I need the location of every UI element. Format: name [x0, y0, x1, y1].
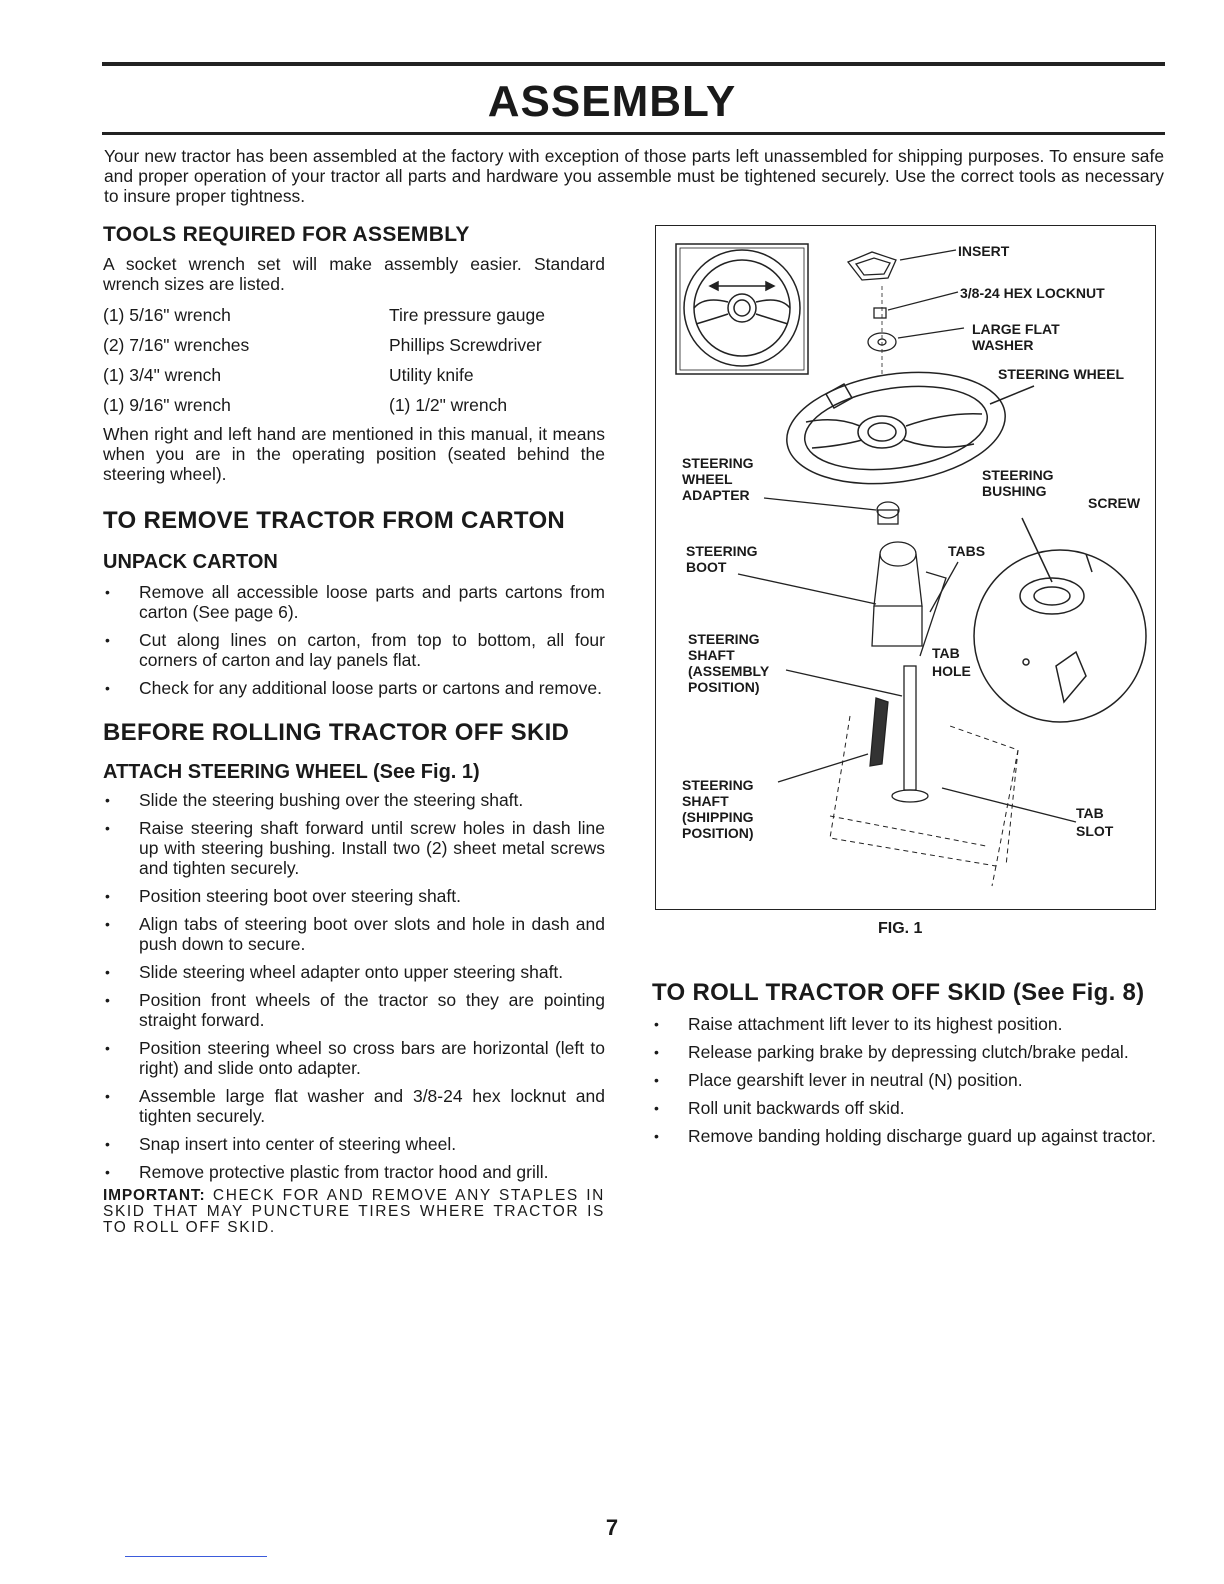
label-shaft-shipping: SHAFT [682, 793, 729, 809]
table-row [103, 360, 603, 390]
shaft-part [778, 666, 1076, 822]
steering-assembly-diagram [656, 226, 1154, 908]
right-column [652, 978, 1164, 1154]
list-item: • Check for any additional loose parts or cartons and remove. [105, 678, 603, 698]
left-column [103, 222, 605, 1236]
page-number: 7 [605, 1515, 619, 1540]
label-bushing: STEERING [982, 467, 1054, 483]
list-item: • Remove protective plastic from tractor hood and grill. [105, 1162, 549, 1182]
list-item: • Cut along lines on carton, from top to bottom, all four corners of carton and lay panels flat. [105, 630, 605, 670]
label-shaft-shipping: (SHIPPING [682, 809, 754, 825]
locknut-part [874, 292, 958, 318]
label-shaft-shipping: STEERING [682, 777, 754, 793]
label-shaft-assembly: SHAFT [688, 647, 735, 663]
list-item: • Snap insert into center of steering wheel. [105, 1134, 457, 1154]
label-tab-hole: TAB [932, 645, 960, 661]
list-item: • Release parking brake by depressing clutch/brake pedal. [654, 1042, 1129, 1062]
tools-intro: A socket wrench set will make assembly easier. Standard wrench sizes are listed. [103, 254, 605, 294]
page-title: ASSEMBLY [487, 77, 737, 126]
label-locknut: 3/8-24 HEX LOCKNUT [960, 285, 1105, 301]
attach-list [103, 790, 605, 1182]
label-washer: LARGE FLAT [972, 321, 1060, 337]
table-row [103, 330, 603, 360]
table-row [103, 390, 603, 420]
label-tab-slot: SLOT [1076, 823, 1114, 839]
roll-heading: TO ROLL TRACTOR OFF SKID (See Fig. 8) [652, 979, 1145, 1006]
attach-subheading: ATTACH STEERING WHEEL (See Fig. 1) [103, 761, 480, 783]
important-note [103, 1188, 605, 1236]
top-rule [102, 62, 1165, 66]
list-item: • Position steering boot over steering shaft. [105, 886, 461, 906]
label-insert: INSERT [958, 243, 1010, 259]
list-item: • Slide steering wheel adapter onto upper steering shaft. [105, 962, 564, 982]
tool-cell: Utility knife [389, 364, 474, 385]
dash-detail-circle [974, 518, 1146, 722]
title-rule [102, 132, 1165, 135]
label-tabs: TABS [948, 543, 986, 559]
tool-cell: (1) 3/4" wrench [103, 364, 222, 385]
label-shaft-assembly: (ASSEMBLY [688, 663, 770, 679]
list-item: • Align tabs of steering boot over slots and hole in dash and push down to secure. [105, 914, 605, 954]
list-item: • Remove all accessible loose parts and parts cartons from carton (See page 6). [105, 582, 605, 622]
important-label: IMPORTANT: [103, 1187, 206, 1204]
list-item: • Position steering wheel so cross bars are horizontal (left to right) and slide onto adapter. [105, 1038, 605, 1078]
table-row [103, 300, 603, 330]
figure-1-frame [655, 225, 1156, 910]
unpack-list [103, 582, 605, 698]
list-item: • Slide the steering bushing over the steering shaft. [105, 790, 524, 810]
list-item: • Raise steering shaft forward until screw holes in dash line up with steering bushing. Install two (2) sheet metal screws and tighten securely. [105, 818, 605, 878]
label-steering-wheel: STEERING WHEEL [998, 366, 1125, 382]
tool-cell: (2) 7/16" wrenches [103, 334, 250, 355]
list-item: • Position front wheels of the tractor so they are pointing straight forward. [105, 990, 605, 1030]
skid-dashed-outline [830, 716, 1018, 886]
tools-heading: TOOLS REQUIRED FOR ASSEMBLY [103, 223, 470, 246]
tool-cell: (1) 9/16" wrench [103, 394, 231, 415]
tool-cell: Phillips Screwdriver [389, 334, 542, 355]
label-shaft-assembly: POSITION) [688, 679, 760, 695]
label-shaft-assembly: STEERING [688, 631, 760, 647]
boot-part [738, 542, 958, 656]
label-boot: BOOT [686, 559, 727, 575]
label-bushing: BUSHING [982, 483, 1047, 499]
label-shaft-shipping: POSITION) [682, 825, 754, 841]
list-item: • Raise attachment lift lever to its highest position. [654, 1014, 1063, 1034]
remove-heading: TO REMOVE TRACTOR FROM CARTON [103, 507, 566, 534]
tools-table [103, 300, 603, 420]
figure-caption: FIG. 1 [878, 920, 923, 937]
list-item: • Remove banding holding discharge guard up against tractor. [654, 1126, 1156, 1146]
tool-cell: (1) 1/2" wrench [389, 394, 508, 415]
footer-underline [125, 1556, 267, 1557]
tool-cell: (1) 5/16" wrench [103, 304, 231, 325]
label-screw: SCREW [1088, 495, 1141, 511]
label-adapter: WHEEL [682, 471, 733, 487]
intro-paragraph: Your new tractor has been assembled at the factory with exception of those parts left unassembled for shipping purposes. To ensure safe and proper operation of your tractor all parts and hardware you assemble must be tightened securely. Use the correct tools as necessary to insure proper tightness. [104, 146, 1164, 206]
washer-part [868, 328, 964, 351]
label-washer: WASHER [972, 337, 1034, 353]
label-boot: STEERING [686, 543, 758, 559]
label-tab-slot: TAB [1076, 805, 1104, 821]
tool-cell: Tire pressure gauge [389, 304, 545, 325]
roll-list [652, 1014, 1164, 1146]
list-item: • Assemble large flat washer and 3/8-24 hex locknut and tighten securely. [105, 1086, 605, 1126]
insert-part [848, 250, 956, 280]
hand-note: When right and left hand are mentioned in this manual, it means when you are in the operating position (seated behind the steering wheel). [103, 424, 605, 484]
list-item: • Roll unit backwards off skid. [654, 1098, 905, 1118]
steering-wheel-inset [676, 244, 808, 374]
before-heading: BEFORE ROLLING TRACTOR OFF SKID [103, 719, 570, 746]
adapter-part [764, 498, 899, 524]
label-adapter: ADAPTER [682, 487, 750, 503]
label-adapter: STEERING [682, 455, 754, 471]
unpack-subheading: UNPACK CARTON [103, 551, 278, 573]
label-tab-hole: HOLE [932, 663, 971, 679]
list-item: • Place gearshift lever in neutral (N) position. [654, 1070, 1023, 1090]
important-text: CHECK FOR AND REMOVE ANY STAPLES IN SKID THAT MAY PUNCTURE TIRES WHERE TRACTOR IS TO ROLL OFF SKID. [103, 1187, 605, 1236]
